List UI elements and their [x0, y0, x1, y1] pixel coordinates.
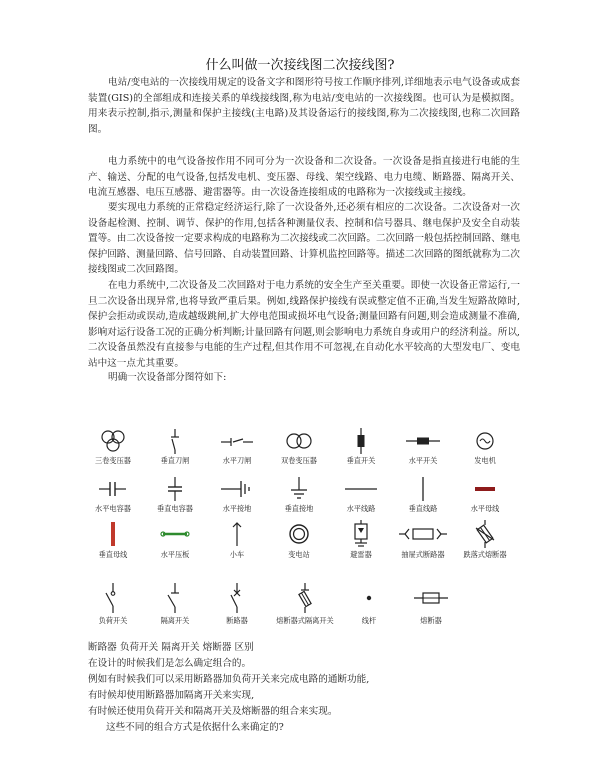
- symbol-fuse: [400, 582, 462, 626]
- two-winding-transformer-icon: [279, 428, 319, 454]
- surge-arrester-icon: [341, 520, 381, 548]
- symbol-label: 水平母线: [470, 504, 500, 513]
- symbol-horizontal-plate: [144, 520, 206, 560]
- symbol-drop-out-fuse: [454, 520, 516, 560]
- bottom-line-2: 在设计的时候我们是怎么确定组合的。: [88, 658, 252, 669]
- page-title: 什么叫做一次接线图二次接线图?: [205, 58, 395, 73]
- paragraph-4: 在电力系统中,二次设备及二次回路对于电力系统的安全生产至关重要。即使一次设备正常运行,一旦二次设备出现异常,也将导致严重后果。例如,线路保护接线有误或整定值不正确,当发生短路故障时,保护会拒动或误动,造成越级跳闸,扩大停电范围或损坏电气设备;测量回路有问题,则会造成测量不准确,影响对运行设备工况的正确分析判断;计量回路有问题,则会影响电力系统自身或用户的经济利益。所以,二次设备虽然没有直接参与电能的生产过程,但其作用不可忽视,在自动化水平较高的大型发电厂、变电站中这一点尤其重要。: [88, 280, 520, 369]
- symbol-label: 水平接地: [222, 504, 252, 513]
- symbol-two-winding-transformer: [268, 428, 330, 466]
- symbol-grid: [82, 400, 532, 640]
- bottom-line-3: 例如有时候我们可以采用断路器加负荷开关来完成电路的通断功能,: [88, 674, 370, 685]
- symbol-vertical-switch: [330, 428, 392, 466]
- pole-icon: [349, 582, 389, 614]
- symbol-generator: [454, 428, 516, 466]
- symbol-label: 三卷变压器: [95, 456, 131, 465]
- symbol-horizontal-switch: [392, 428, 454, 466]
- symbol-vertical-ground: [268, 476, 330, 514]
- horizontal-line-icon: [341, 476, 381, 502]
- isolating-switch-icon: [155, 582, 195, 614]
- symbol-label: 水平电容器: [95, 504, 131, 513]
- horizontal-capacitor-icon: [93, 476, 133, 502]
- trolley-icon: [217, 520, 257, 548]
- symbol-drawout-breaker: [392, 520, 454, 560]
- symbol-isolating-switch: [144, 582, 206, 626]
- symbol-label: 垂直电容器: [157, 504, 193, 513]
- symbol-label: 水平压板: [160, 550, 190, 559]
- symbol-label: 水平开关: [408, 456, 438, 465]
- symbol-label: 双卷变压器: [281, 456, 317, 465]
- symbol-label: 抽屉式断路器: [401, 550, 445, 559]
- symbol-fuse-disconnector: [268, 582, 342, 626]
- symbol-pole: [338, 582, 400, 626]
- substation-icon: [279, 520, 319, 548]
- symbol-surge-arrester: [330, 520, 392, 560]
- symbol-label: 垂直刀闸: [160, 456, 190, 465]
- vertical-line-icon: [403, 476, 443, 502]
- symbol-label: 断路器: [226, 616, 248, 625]
- vertical-ground-icon: [279, 476, 319, 502]
- paragraph-3: 要实现电力系统的正常稳定经济运行,除了一次设备外,还必须有相应的二次设备。二次设备对一次设备起检测、控制、调节、保护的作用,包括各种测量仪表、控制和信号器具、继电保护及安全自动装置等。由二次设备按一定要求构成的电路称为二次接线或二次回路。二次回路一般包括控制回路、继电保护回路、测量回路、信号回路、自动装置回路、计算机监控回路等。描述二次回路的图纸就称为二次接线图或二次回路图。: [88, 202, 520, 276]
- bottom-line-6: 这些不同的组合方式是依据什么来确定的?: [106, 722, 284, 733]
- bottom-line-5: 有时候还使用负荷开关和隔离开关及熔断器的组合来实现。: [88, 706, 338, 717]
- horizontal-bus-icon: [465, 476, 505, 502]
- symbol-horizontal-disconnector: [206, 428, 268, 466]
- symbol-horizontal-ground: [206, 476, 268, 514]
- symbol-substation: [268, 520, 330, 560]
- drawout-breaker-icon: [399, 520, 447, 548]
- symbol-label: 发电机: [474, 456, 496, 465]
- symbol-vertical-line: [392, 476, 454, 514]
- symbol-trolley: [206, 520, 268, 560]
- symbol-label: 熔断器式隔离开关: [276, 616, 334, 625]
- symbol-load-switch: [82, 582, 144, 626]
- horizontal-disconnector-icon: [217, 428, 257, 454]
- generator-icon: [465, 428, 505, 454]
- paragraph-2: 电力系统中的电气设备按作用不同可分为一次设备和二次设备。一次设备是指直接进行电能的生产、输送、分配的电气设备,包括发电机、变压器、母线、架空线路、电力电缆、断路器、隔离开关、电流互感器、电压互感器、避雷器等。由一次设备连接组成的电路称为一次接线或主接线。: [88, 156, 520, 199]
- symbol-label: 负荷开关: [98, 616, 128, 625]
- paragraph-5: 明确一次设备部分图符如下:: [108, 372, 227, 383]
- symbol-label: 水平线路: [346, 504, 376, 513]
- fuse-icon: [411, 582, 451, 614]
- horizontal-plate-icon: [155, 520, 195, 548]
- symbol-label: 垂直接地: [284, 504, 314, 513]
- vertical-disconnector-icon: [155, 428, 195, 454]
- symbol-label: 线杆: [361, 616, 377, 625]
- circuit-breaker-icon: [217, 582, 257, 614]
- symbol-label: 熔断器: [420, 616, 442, 625]
- symbol-label: 跌落式熔断器: [463, 550, 507, 559]
- symbol-label: 水平刀闸: [222, 456, 252, 465]
- bottom-line-4: 有时候却使用断路器加隔离开关来实现,: [88, 690, 255, 701]
- symbol-label: 垂直母线: [98, 550, 128, 559]
- fuse-disconnector-icon: [285, 582, 325, 614]
- symbol-horizontal-capacitor: [82, 476, 144, 514]
- symbol-vertical-disconnector: [144, 428, 206, 466]
- symbol-label: 变电站: [288, 550, 310, 559]
- symbol-label: 隔离开关: [160, 616, 190, 625]
- symbol-horizontal-bus: [454, 476, 516, 514]
- symbol-three-winding-transformer: [82, 428, 144, 466]
- symbol-circuit-breaker: [206, 582, 268, 626]
- symbol-label: 垂直开关: [346, 456, 376, 465]
- drop-out-fuse-icon: [465, 520, 505, 548]
- symbol-label: 避雷器: [350, 550, 372, 559]
- symbol-vertical-capacitor: [144, 476, 206, 514]
- three-winding-transformer-icon: [93, 428, 133, 454]
- vertical-capacitor-icon: [155, 476, 195, 502]
- vertical-bus-icon: [93, 520, 133, 548]
- bottom-line-1: 断路器 负荷开关 隔离开关 熔断器 区别: [88, 642, 254, 653]
- horizontal-switch-icon: [403, 428, 443, 454]
- symbol-vertical-bus: [82, 520, 144, 560]
- vertical-switch-icon: [341, 428, 381, 454]
- paragraph-1: 电站/变电站的一次接线用规定的设备文字和图形符号按工作顺序排列,详细地表示电气设备或成套装置(GIS)的全部组成和连接关系的单线接线图,称为电站/变电站的一次接线图。也可认为是模拟图。用来表示控制,指示,测量和保护主接线(主电路)及其设备运行的接线图,称为二次接线图,也称二次回路图。: [88, 77, 520, 135]
- symbol-horizontal-line: [330, 476, 392, 514]
- symbol-label: 小车: [229, 550, 245, 559]
- load-switch-icon: [93, 582, 133, 614]
- symbol-label: 垂直线路: [408, 504, 438, 513]
- horizontal-ground-icon: [217, 476, 257, 502]
